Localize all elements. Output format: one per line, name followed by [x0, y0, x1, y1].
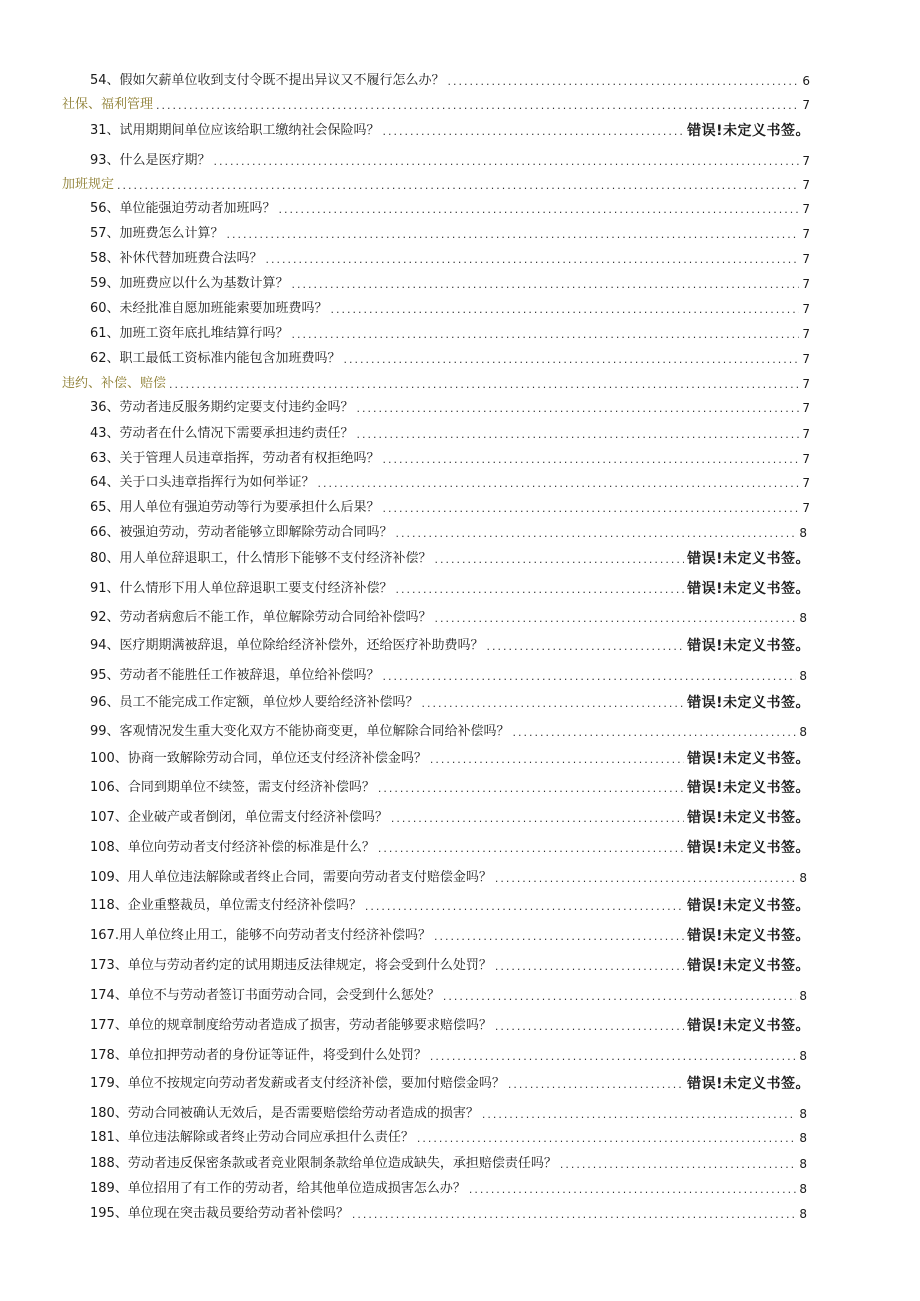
- entry-title: 58、补休代替加班费合法吗？: [90, 251, 263, 266]
- toc-entry[interactable]: [90, 839, 810, 857]
- dot-leader: [482, 1107, 797, 1123]
- dot-leader: [279, 202, 800, 218]
- dot-leader: [383, 669, 797, 685]
- entry-title: 109、用人单位违法解除或者终止合同，需要向劳动者支付赔偿金吗？: [90, 870, 492, 885]
- toc-entry[interactable]: [90, 499, 810, 517]
- entry-title: 36、劳动者违反服务期约定要支付违约金吗？: [90, 400, 354, 415]
- entry-title: 91、什么情形下用人单位辞退职工要支付经济补偿？: [90, 581, 393, 596]
- dot-leader: [383, 452, 800, 468]
- entry-title: 63、关于管理人员违章指挥，劳动者有权拒绝吗？: [90, 451, 380, 466]
- bookmark-error: 错误!未定义书签。: [687, 928, 810, 944]
- entry-title: 93、什么是医疗期？: [90, 153, 211, 168]
- bookmark-error: 错误!未定义书签。: [687, 1018, 810, 1034]
- bookmark-error: 错误!未定义书签。: [687, 751, 810, 767]
- dot-leader: [318, 476, 800, 492]
- toc-entry[interactable]: [90, 399, 810, 417]
- dot-leader: [357, 401, 800, 417]
- entry-title: 64、关于口头违章指挥行为如何举证？: [90, 475, 315, 490]
- toc-entry[interactable]: [90, 637, 810, 655]
- entry-title: 65、用人单位有强迫劳动等行为要承担什么后果？: [90, 500, 380, 515]
- toc-entry[interactable]: [90, 275, 810, 293]
- entry-title: 60、未经批准自愿加班能索要加班费吗？: [90, 301, 328, 316]
- dot-leader: [435, 552, 685, 568]
- toc-entry[interactable]: [90, 550, 810, 568]
- toc-section[interactable]: [62, 375, 810, 393]
- page-number: 7: [802, 501, 810, 515]
- entry-title: 66、被强迫劳动，劳动者能够立即解除劳动合同吗？: [90, 525, 393, 540]
- dot-leader: [513, 725, 797, 741]
- entry-title: 62、职工最低工资标准内能包含加班费吗？: [90, 351, 341, 366]
- toc-entry[interactable]: [90, 72, 810, 90]
- dot-leader: [292, 277, 800, 293]
- toc-entry[interactable]: [90, 667, 807, 685]
- entry-title: 92、劳动者病愈后不能工作，单位解除劳动合同给补偿吗？: [90, 610, 432, 625]
- section-title: 加班规定: [62, 177, 115, 192]
- bookmark-error: 错误!未定义书签。: [687, 780, 810, 796]
- entry-title: 174、单位不与劳动者签订书面劳动合同，会受到什么惩处？: [90, 988, 440, 1003]
- entry-title: 94、医疗期期满被辞退，单位除给经济补偿外，还给医疗补助费吗？: [90, 638, 484, 653]
- toc-section[interactable]: [62, 176, 810, 194]
- entry-title: 59、加班费应以什么为基数计算？: [90, 276, 289, 291]
- page-number: 7: [802, 227, 810, 241]
- dot-leader: [365, 899, 684, 915]
- toc-entry[interactable]: [90, 474, 810, 492]
- dot-leader: [508, 1077, 684, 1093]
- toc-entry[interactable]: [90, 779, 810, 797]
- toc-entry[interactable]: [90, 694, 810, 712]
- entry-title: 188、劳动者违反保密条款或者竞业限制条款给单位造成缺失，承担赔偿责任吗？: [90, 1156, 557, 1171]
- dot-leader: [495, 1019, 684, 1035]
- bookmark-error: 错误!未定义书签。: [687, 958, 810, 974]
- page-number: 7: [802, 178, 810, 192]
- toc-entry[interactable]: [90, 809, 810, 827]
- page-number: 7: [802, 302, 810, 316]
- dot-leader: [378, 781, 684, 797]
- page-number: 8: [799, 1131, 807, 1145]
- toc-entry[interactable]: [90, 750, 810, 768]
- entry-title: 61、加班工资年底扎堆结算行吗？: [90, 326, 289, 341]
- entry-title: 189、单位招用了有工作的劳动者，给其他单位造成损害怎么办？: [90, 1181, 466, 1196]
- toc-entry[interactable]: [90, 897, 810, 915]
- dot-leader: [422, 696, 685, 712]
- bookmark-error: 错误!未定义书签。: [687, 123, 810, 139]
- page-number: 8: [799, 1049, 807, 1063]
- toc-entry[interactable]: [90, 869, 807, 887]
- page-number: 8: [799, 1107, 807, 1121]
- toc-entry[interactable]: [90, 524, 807, 542]
- dot-leader: [417, 1131, 797, 1147]
- toc-section[interactable]: [62, 96, 810, 114]
- entry-title: 96、员工不能完成工作定额，单位炒人要给经济补偿吗？: [90, 695, 419, 710]
- toc-entry[interactable]: [90, 200, 810, 218]
- dot-leader: [383, 501, 800, 517]
- entry-title: 106、合同到期单位不续签，需支付经济补偿吗？: [90, 780, 375, 795]
- entry-title: 100、协商一致解除劳动合同，单位还支付经济补偿金吗？: [90, 751, 427, 766]
- toc-entry[interactable]: [90, 300, 810, 318]
- page-number: 7: [802, 401, 810, 415]
- bookmark-error: 错误!未定义书签。: [687, 695, 810, 711]
- page-number: 8: [799, 1182, 807, 1196]
- bookmark-error: 错误!未定义书签。: [687, 638, 810, 654]
- dot-leader: [117, 178, 799, 194]
- entry-title: 57、加班费怎么计算？: [90, 226, 224, 241]
- dot-leader: [469, 1182, 797, 1198]
- page-number: 7: [802, 452, 810, 466]
- page-number: 7: [802, 476, 810, 490]
- toc-entry[interactable]: [90, 723, 807, 741]
- toc-entry[interactable]: [90, 1205, 807, 1223]
- entry-title: 181、单位违法解除或者终止劳动合同应承担什么责任？: [90, 1130, 414, 1145]
- dot-leader: [391, 811, 684, 827]
- toc-entry[interactable]: [90, 450, 810, 468]
- dot-leader: [169, 377, 799, 393]
- entry-title: 95、劳动者不能胜任工作被辞退，单位给补偿吗？: [90, 668, 380, 683]
- bookmark-error: 错误!未定义书签。: [687, 810, 810, 826]
- entry-title: 80、用人单位辞退职工，什么情形下能够不支付经济补偿？: [90, 551, 432, 566]
- dot-leader: [383, 124, 685, 140]
- entry-title: 177、单位的规章制度给劳动者造成了损害，劳动者能够要求赔偿吗？: [90, 1018, 492, 1033]
- toc-entry[interactable]: [90, 1155, 807, 1173]
- dot-leader: [396, 526, 797, 542]
- bookmark-error: 错误!未定义书签。: [687, 898, 810, 914]
- dot-leader: [448, 74, 800, 90]
- page-number: 8: [799, 1207, 807, 1221]
- dot-leader: [495, 959, 684, 975]
- bookmark-error: 错误!未定义书签。: [687, 551, 810, 567]
- dot-leader: [352, 1207, 797, 1223]
- page-number: 8: [799, 871, 807, 885]
- page-number: 7: [802, 277, 810, 291]
- page-number: 8: [799, 1157, 807, 1171]
- dot-leader: [266, 252, 800, 268]
- entry-title: 107、企业破产或者倒闭，单位需支付经济补偿吗？: [90, 810, 388, 825]
- entry-title: 178、单位扣押劳动者的身份证等证件，将受到什么处罚？: [90, 1048, 427, 1063]
- dot-leader: [156, 98, 799, 114]
- dot-leader: [396, 582, 685, 598]
- page-number: 7: [802, 98, 810, 112]
- page-number: 8: [799, 669, 807, 683]
- entry-title: 167.用人单位终止用工，能够不向劳动者支付经济补偿吗？: [90, 928, 431, 943]
- entry-title: 118、企业重整裁员，单位需支付经济补偿吗？: [90, 898, 362, 913]
- dot-leader: [344, 352, 800, 368]
- toc-entry[interactable]: [90, 225, 810, 243]
- dot-leader: [487, 639, 685, 655]
- toc-entry[interactable]: [90, 425, 810, 443]
- section-title: 社保、福利管理: [62, 97, 154, 112]
- bookmark-error: 错误!未定义书签。: [687, 840, 810, 856]
- entry-title: 56、单位能强迫劳动者加班吗？: [90, 201, 276, 216]
- dot-leader: [430, 1049, 797, 1065]
- page-number: 7: [802, 377, 810, 391]
- entry-title: 99、客观情况发生重大变化双方不能协商变更，单位解除合同给补偿吗？: [90, 724, 510, 739]
- entry-title: 173、单位与劳动者约定的试用期违反法律规定，将会受到什么处罚？: [90, 958, 492, 973]
- toc-entry[interactable]: [90, 1075, 810, 1093]
- toc-entry[interactable]: [90, 1129, 807, 1147]
- dot-leader: [560, 1157, 797, 1173]
- page-number: 7: [802, 252, 810, 266]
- toc-entry[interactable]: [90, 987, 807, 1005]
- toc-entry[interactable]: [90, 1017, 810, 1035]
- dot-leader: [357, 427, 800, 443]
- dot-leader: [430, 752, 684, 768]
- bookmark-error: 错误!未定义书签。: [687, 1076, 810, 1092]
- toc-entry[interactable]: [90, 152, 810, 170]
- page-number: 6: [802, 74, 810, 88]
- dot-leader: [495, 871, 797, 887]
- page-number: 7: [802, 352, 810, 366]
- page-number: 8: [799, 725, 807, 739]
- entry-title: 180、劳动合同被确认无效后，是否需要赔偿给劳动者造成的损害？: [90, 1106, 479, 1121]
- dot-leader: [292, 327, 800, 343]
- entry-title: 43、劳动者在什么情况下需要承担违约责任？: [90, 426, 354, 441]
- dot-leader: [434, 929, 684, 945]
- toc-entry[interactable]: [90, 580, 810, 598]
- dot-leader: [443, 989, 797, 1005]
- toc-entry[interactable]: [90, 1047, 807, 1065]
- toc-entry[interactable]: [90, 1105, 807, 1123]
- toc-entry[interactable]: [90, 325, 810, 343]
- toc-entry[interactable]: [90, 350, 810, 368]
- dot-leader: [214, 154, 800, 170]
- entry-title: 54、假如欠薪单位收到支付令既不提出异议又不履行怎么办？: [90, 73, 445, 88]
- toc-entry[interactable]: [90, 609, 807, 627]
- toc-entry[interactable]: [90, 122, 810, 140]
- bookmark-error: 错误!未定义书签。: [687, 581, 810, 597]
- toc-entry[interactable]: [90, 1180, 807, 1198]
- page-number: 8: [799, 611, 807, 625]
- page-number: 7: [802, 202, 810, 216]
- entry-title: 31、试用期期间单位应该给职工缴纳社会保险吗？: [90, 123, 380, 138]
- toc-entry[interactable]: [90, 957, 810, 975]
- dot-leader: [435, 611, 797, 627]
- page-number: 8: [799, 989, 807, 1003]
- section-title: 违约、补偿、赔偿: [62, 376, 167, 391]
- page-number: 7: [802, 427, 810, 441]
- dot-leader: [331, 302, 800, 318]
- entry-title: 195、单位现在突击裁员要给劳动者补偿吗？: [90, 1206, 349, 1221]
- dot-leader: [227, 227, 800, 243]
- dot-leader: [378, 841, 684, 857]
- entry-title: 108、单位向劳动者支付经济补偿的标准是什么？: [90, 840, 375, 855]
- toc-entry[interactable]: [90, 250, 810, 268]
- entry-title: 179、单位不按规定向劳动者发薪或者支付经济补偿，要加付赔偿金吗？: [90, 1076, 505, 1091]
- page-number: 7: [802, 154, 810, 168]
- toc-entry[interactable]: [90, 927, 810, 945]
- page-number: 7: [802, 327, 810, 341]
- page-number: 8: [799, 526, 807, 540]
